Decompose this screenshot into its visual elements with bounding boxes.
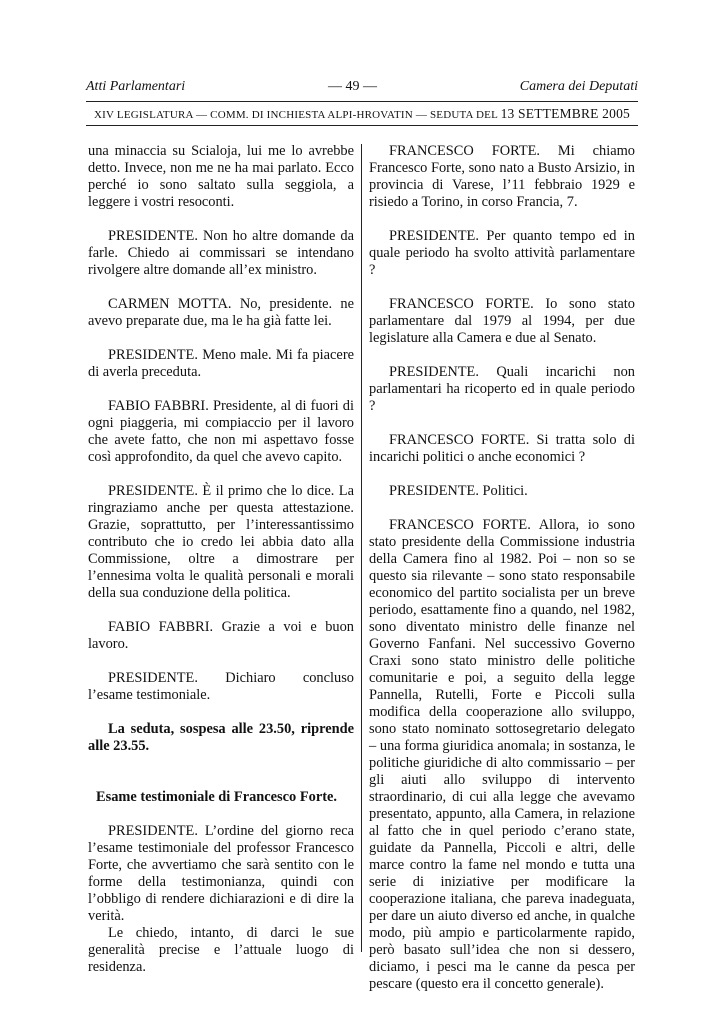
paragraph: CARMEN MOTTA. No, presidente. ne avevo preparate due, ma le ha già fatte lei. — [88, 296, 354, 329]
session-note: La seduta, sospesa alle 23.50, riprende alle 23.55. — [88, 721, 354, 754]
paragraph: una minaccia su Scialoja, lui me lo avrebbe detto. Invece, non me ne ha mai parlato. Ecco perché io sono saltato sulla seggiola, a leggere i vostri resoconti. — [88, 143, 354, 210]
paragraph: PRESIDENTE. Meno male. Mi fa piacere di averla preceduta. — [88, 347, 354, 380]
paragraph: PRESIDENTE. Per quanto tempo ed in quale periodo ha svolto attività parlamentare ? — [369, 228, 635, 278]
paragraph: FRANCESCO FORTE. Allora, io sono stato presidente della Commissione industria della Camera fino al 1982. Poi – non so se questo sia rilevante – sono stato responsabile economico del partito socialista per un breve periodo, esattamente fino a quando, nel 1982, sono diventato ministro delle finanze nel Governo Fanfani. Nel successivo Governo Craxi sono stato ministro delle politiche comunitarie e poi, a seguito della legge Pannella, Rutelli, Forte e Piccoli sulla modifica della cooperazione allo sviluppo, sono stato nominato sottosegretario delegato – una forma giuridica anomala; in sostanza, le politiche giuridiche di alto commissario – per gli aiuti allo sviluppo di intervento straordinario, di cui alla legge che avevamo presentato, appunto, alla Camera, in relazione al fatto che in quel periodo c’erano state, guidate da Pannella, Piccoli e altri, delle marce contro la fame nel mondo e tutta una serie di iniziative per modificare la cooperazione italiana, che pareva inadeguata, per dare un aiuto diverso ed anche, in qualche modo, più ampio e particolarmente rapido, però basato sull’idea che non si dessero, diciamo, i pesci ma le canne da pesca per pescare (questo era il concetto generale). — [369, 517, 635, 992]
session-date: 13 SETTEMBRE 2005 — [500, 106, 630, 121]
paragraph: FABIO FABBRI. Grazie a voi e buon lavoro. — [88, 619, 354, 652]
header-right: Camera dei Deputati — [519, 79, 638, 94]
paragraph: PRESIDENTE. Dichiaro concluso l’esame testimoniale. — [88, 670, 354, 703]
paragraph: PRESIDENTE. Quali incarichi non parlamentari ha ricoperto ed in quale periodo ? — [369, 364, 635, 414]
header-rule — [86, 101, 638, 102]
paragraph: PRESIDENTE. È il primo che lo dice. La ringraziamo anche per questa attestazione. Grazie, soprattutto, per l’interessantissimo contributo che io credo lei abbia dato alla Commissione, oltre a dimostrare per l’ennesima volta le qualità personali e morali della sua conduzione della politica. — [88, 483, 354, 601]
paragraph: FRANCESCO FORTE. Io sono stato parlamentare dal 1979 al 1994, per due legislature alla Camera e due al Senato. — [369, 296, 635, 346]
paragraph: FRANCESCO FORTE. Mi chiamo Francesco Forte, sono nato a Busto Arsizio, in provincia di Varese, l’11 febbraio 1929 e risiedo a Torino, in corso Francia, 7. — [369, 143, 635, 210]
paragraph: PRESIDENTE. Politici. — [389, 483, 528, 499]
paragraph: FABIO FABBRI. Presidente, al di fuori di ogni piaggeria, mi compiaccio per il lavoro che avete fatto, che non mi aspettavo fosse così approfondito, da quel che avevo capito. — [88, 398, 354, 465]
right-column — [369, 143, 635, 993]
subheader-rule — [86, 125, 638, 126]
paragraph: FRANCESCO FORTE. Si tratta solo di incarichi politici o anche economici ? — [369, 432, 635, 465]
session-subheader — [86, 106, 638, 124]
paragraph: Le chiedo, intanto, di darci le sue generalità precise e l’attuale luogo di residenza. — [88, 925, 354, 975]
session-info: XIV LEGISLATURA — COMM. DI INCHIESTA ALPI-HROVATIN — SEDUTA DEL — [94, 109, 498, 121]
column-divider — [361, 144, 362, 952]
paragraph: PRESIDENTE. Non ho altre domande da farle. Chiedo ai commissari se intendano rivolgere altre domande all’ex ministro. — [88, 228, 354, 278]
page-header — [86, 79, 638, 99]
page-number: — 49 — — [327, 79, 377, 94]
left-column — [88, 143, 354, 976]
header-left: Atti Parlamentari — [86, 79, 186, 94]
section-heading: Esame testimoniale di Francesco Forte. — [96, 789, 337, 805]
paragraph: PRESIDENTE. L’ordine del giorno reca l’esame testimoniale del professor Francesco Forte, che avvertiamo che sarà sentito con le forme della testimonianza, quindi con l’obbligo di rendere dichiarazioni e di dire la verità. — [88, 823, 354, 924]
